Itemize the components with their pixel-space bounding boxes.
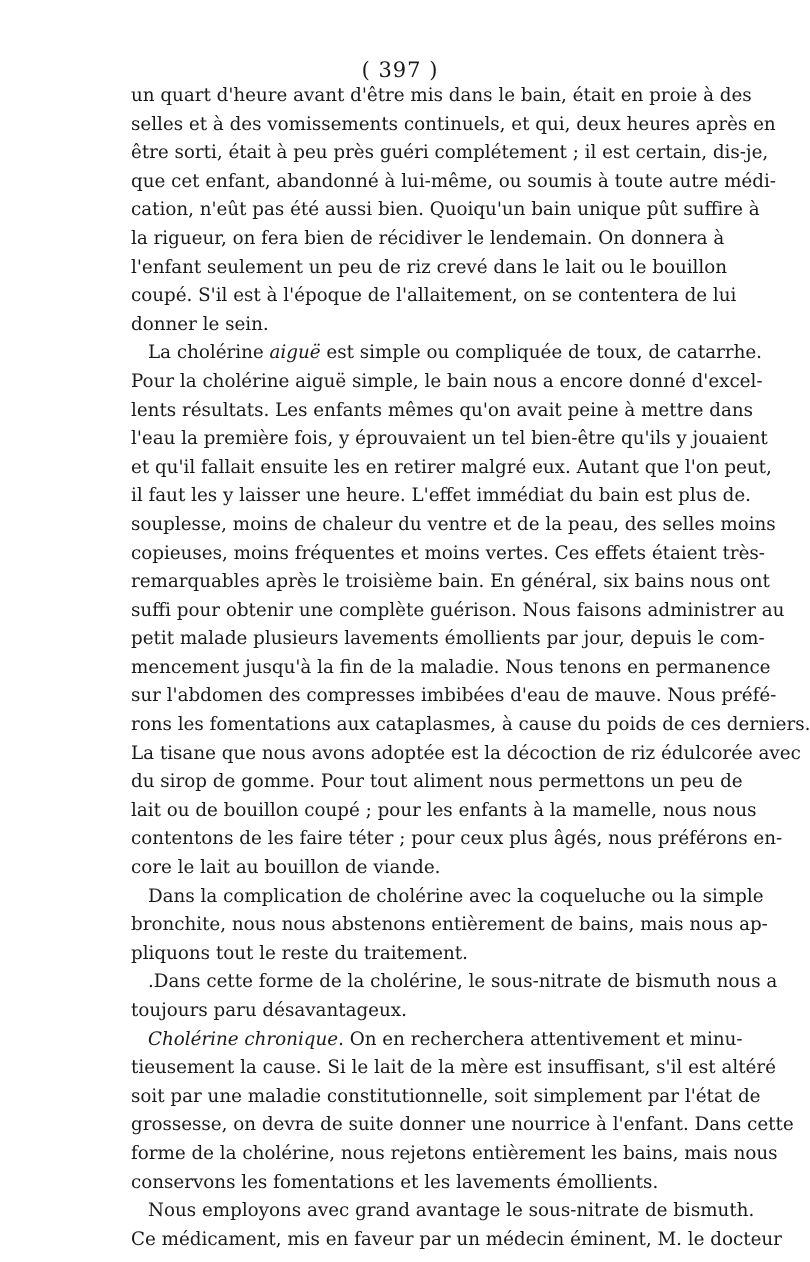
- text-line: souplesse, moins de chaleur du ventre et de la peau, des selles moins: [131, 513, 776, 535]
- text-line: tieusement la cause. Si le lait de la mère est insuffisant, s'il est altéré: [131, 1057, 776, 1079]
- text-line: contentons de les faire téter ; pour ceux plus âgés, nous préférons en-: [131, 828, 783, 850]
- italic-term: aiguë: [269, 342, 321, 364]
- text-line: suffi pour obtenir une complète guérison. Nous faisons administrer au: [131, 599, 785, 621]
- text-line: lait ou de bouillon coupé ; pour les enfants à la mamelle, nous nous: [131, 799, 757, 821]
- text-line: un quart d'heure avant d'être mis dans le bain, était en proie à des: [131, 85, 752, 106]
- text-line: coupé. S'il est à l'époque de l'allaitement, on se contentera de lui: [131, 285, 737, 307]
- text-line: lents résultats. Les enfants mêmes qu'on avait peine à mettre dans: [131, 399, 754, 421]
- page-number: ( 397 ): [361, 58, 439, 82]
- text-line: Nous employons avec grand avantage le sous-nitrate de bismuth.: [148, 1200, 755, 1222]
- text-line: que cet enfant, abandonné à lui-même, ou soumis à toute autre médi-: [131, 170, 776, 192]
- text-line: conservons les fomentations et les lavements émollients.: [131, 1171, 659, 1193]
- text-line: core le lait au bouillon de viande.: [131, 857, 441, 879]
- text-line: grossesse, on devra de suite donner une nourrice à l'enfant. Dans cette: [131, 1114, 794, 1136]
- text-line: selles et à des vomissements continuels, et qui, deux heures après en: [131, 113, 776, 135]
- text-line: pliquons tout le reste du traitement.: [131, 942, 468, 964]
- text-line: et qu'il fallait ensuite les en retirer malgré eux. Autant que l'on peut,: [131, 456, 772, 478]
- text-line: rons les fomentations aux cataplasmes, à cause du poids de ces derniers.: [131, 714, 810, 736]
- text-line: être sorti, était à peu près guéri complétement ; il est certain, dis-je,: [131, 142, 769, 164]
- text-line: La tisane que nous avons adoptée est la décoction de riz édulcorée avec: [131, 742, 801, 764]
- text-line: mencement jusqu'à la fin de la maladie. Nous tenons en permanence: [131, 656, 771, 678]
- text-line: remarquables après le troisième bain. En général, six bains nous ont: [131, 571, 770, 593]
- text-line: Pour la cholérine aiguë simple, le bain nous a encore donné d'excel-: [131, 370, 763, 392]
- text-line: copieuses, moins fréquentes et moins vertes. Ces effets étaient très-: [131, 542, 765, 564]
- text-line: l'eau la première fois, y éprouvaient un tel bien-être qu'ils y jouaient: [131, 428, 768, 450]
- text-line: [131, 339, 762, 368]
- text-line: .Dans cette forme de la cholérine, le sous-nitrate de bismuth nous a: [148, 971, 778, 993]
- text-line: la rigueur, on fera bien de récidiver le lendemain. On donnera à: [131, 227, 725, 249]
- text-line: donner le sein.: [131, 313, 269, 335]
- text-line: [131, 1026, 743, 1055]
- text-line: du sirop de gomme. Pour tout aliment nous permettons un peu de: [131, 771, 743, 793]
- text-line: petit malade plusieurs lavements émollients par jour, depuis le com-: [131, 628, 765, 650]
- text-line: forme de la cholérine, nous rejetons entièrement les bains, mais nous: [131, 1142, 778, 1164]
- text-line: Ce médicament, mis en faveur par un médecin éminent, M. le docteur: [131, 1228, 782, 1250]
- text-fragment: est simple ou compliquée de toux, de catarrhe.: [320, 342, 762, 364]
- text-line: soit par une maladie constitutionnelle, soit simplement par l'état de: [131, 1085, 761, 1107]
- text-fragment: La cholérine: [148, 342, 270, 364]
- body-text: [131, 82, 810, 1254]
- text-line: Dans la complication de cholérine avec la coqueluche ou la simple: [148, 885, 764, 907]
- text-line: sur l'abdomen des compresses imbibées d'eau de mauve. Nous préfé-: [131, 685, 777, 707]
- text-line: l'enfant seulement un peu de riz crevé dans le lait ou le bouillon: [131, 256, 728, 278]
- text-fragment: On en recherchera attentivement et minu-: [343, 1028, 743, 1050]
- text-line: cation, n'eût pas été aussi bien. Quoiqu'un bain unique pût suffire à: [131, 199, 760, 221]
- italic-term: Cholérine chronique.: [148, 1028, 344, 1050]
- text-line: toujours paru désavantageux.: [131, 1000, 407, 1021]
- text-line: il faut les y laisser une heure. L'effet immédiat du bain est plus de.: [131, 485, 751, 507]
- text-line: bronchite, nous nous abstenons entièrement de bains, mais nous ap-: [131, 914, 768, 936]
